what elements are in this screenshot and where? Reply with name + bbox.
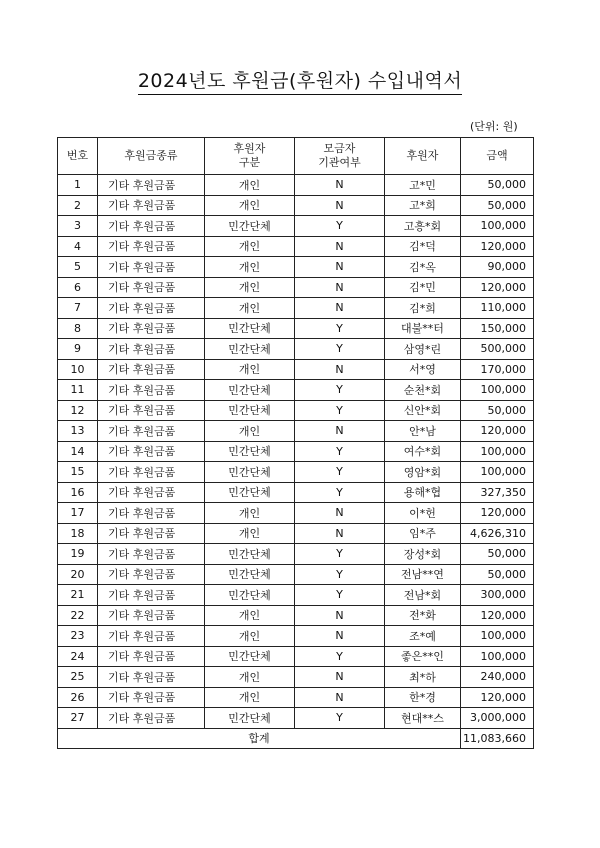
table-row (58, 380, 534, 401)
cell-no: 24 (58, 646, 98, 667)
cell-no: 13 (58, 421, 98, 442)
header-no: 번호 (58, 138, 98, 175)
cell-category: 민간단체 (205, 462, 295, 483)
cell-fundraising: N (295, 687, 385, 708)
cell-category: 개인 (205, 359, 295, 380)
cell-amount: 100,000 (461, 626, 534, 647)
cell-fundraising: Y (295, 482, 385, 503)
cell-type: 기타 후원금품 (98, 564, 205, 585)
table-row (58, 667, 534, 688)
cell-fundraising: N (295, 175, 385, 196)
table-row (58, 564, 534, 585)
cell-fundraising: N (295, 626, 385, 647)
cell-amount: 50,000 (461, 195, 534, 216)
cell-type: 기타 후원금품 (98, 175, 205, 196)
cell-donor: 한*경 (385, 687, 461, 708)
cell-no: 16 (58, 482, 98, 503)
cell-no: 14 (58, 441, 98, 462)
cell-amount: 120,000 (461, 277, 534, 298)
cell-no: 3 (58, 216, 98, 237)
cell-fundraising: Y (295, 708, 385, 729)
cell-amount: 120,000 (461, 503, 534, 524)
cell-amount: 327,350 (461, 482, 534, 503)
cell-no: 21 (58, 585, 98, 606)
cell-category: 민간단체 (205, 441, 295, 462)
cell-donor: 순천*회 (385, 380, 461, 401)
table-row (58, 277, 534, 298)
cell-type: 기타 후원금품 (98, 339, 205, 360)
cell-no: 23 (58, 626, 98, 647)
cell-donor: 전남*회 (385, 585, 461, 606)
cell-amount: 100,000 (461, 462, 534, 483)
cell-amount: 120,000 (461, 687, 534, 708)
cell-no: 25 (58, 667, 98, 688)
cell-type: 기타 후원금품 (98, 298, 205, 319)
document-title (0, 66, 600, 93)
cell-amount: 110,000 (461, 298, 534, 319)
cell-fundraising: N (295, 298, 385, 319)
cell-type: 기타 후원금품 (98, 687, 205, 708)
cell-fundraising: Y (295, 318, 385, 339)
cell-donor: 김*덕 (385, 236, 461, 257)
cell-no: 26 (58, 687, 98, 708)
cell-amount: 500,000 (461, 339, 534, 360)
cell-amount: 100,000 (461, 216, 534, 237)
cell-category: 개인 (205, 236, 295, 257)
cell-category: 개인 (205, 277, 295, 298)
cell-type: 기타 후원금품 (98, 462, 205, 483)
cell-fundraising: Y (295, 544, 385, 565)
table-row (58, 400, 534, 421)
cell-amount: 3,000,000 (461, 708, 534, 729)
table-header (58, 138, 534, 175)
cell-amount: 120,000 (461, 605, 534, 626)
cell-donor: 김*옥 (385, 257, 461, 278)
cell-fundraising: Y (295, 646, 385, 667)
cell-category: 개인 (205, 257, 295, 278)
cell-type: 기타 후원금품 (98, 216, 205, 237)
cell-type: 기타 후원금품 (98, 380, 205, 401)
cell-category: 민간단체 (205, 544, 295, 565)
cell-type: 기타 후원금품 (98, 503, 205, 524)
cell-no: 11 (58, 380, 98, 401)
cell-category: 민간단체 (205, 339, 295, 360)
cell-amount: 50,000 (461, 400, 534, 421)
cell-category: 민간단체 (205, 708, 295, 729)
cell-fundraising: Y (295, 462, 385, 483)
cell-category: 민간단체 (205, 564, 295, 585)
table-row (58, 523, 534, 544)
cell-type: 기타 후원금품 (98, 482, 205, 503)
cell-type: 기타 후원금품 (98, 400, 205, 421)
cell-amount: 100,000 (461, 441, 534, 462)
cell-amount: 170,000 (461, 359, 534, 380)
cell-type: 기타 후원금품 (98, 236, 205, 257)
table-body (58, 175, 534, 729)
table-row (58, 605, 534, 626)
cell-donor: 고흥*회 (385, 216, 461, 237)
cell-category: 개인 (205, 523, 295, 544)
cell-type: 기타 후원금품 (98, 257, 205, 278)
cell-donor: 전남**연 (385, 564, 461, 585)
cell-category: 민간단체 (205, 585, 295, 606)
cell-donor: 조*예 (385, 626, 461, 647)
cell-no: 17 (58, 503, 98, 524)
cell-fundraising: Y (295, 216, 385, 237)
cell-no: 12 (58, 400, 98, 421)
table-row (58, 175, 534, 196)
cell-amount: 100,000 (461, 646, 534, 667)
cell-type: 기타 후원금품 (98, 441, 205, 462)
table-row (58, 462, 534, 483)
cell-no: 22 (58, 605, 98, 626)
cell-type: 기타 후원금품 (98, 646, 205, 667)
cell-no: 6 (58, 277, 98, 298)
cell-donor: 임*주 (385, 523, 461, 544)
cell-fundraising: N (295, 236, 385, 257)
cell-category: 개인 (205, 687, 295, 708)
cell-category: 민간단체 (205, 318, 295, 339)
cell-amount: 150,000 (461, 318, 534, 339)
cell-no: 20 (58, 564, 98, 585)
cell-amount: 120,000 (461, 236, 534, 257)
table-row (58, 503, 534, 524)
table-row (58, 298, 534, 319)
cell-category: 개인 (205, 195, 295, 216)
cell-type: 기타 후원금품 (98, 523, 205, 544)
header-type: 후원금종류 (98, 138, 205, 175)
cell-no: 7 (58, 298, 98, 319)
cell-donor: 여수*회 (385, 441, 461, 462)
cell-fundraising: N (295, 523, 385, 544)
cell-fundraising: Y (295, 585, 385, 606)
cell-donor: 고*희 (385, 195, 461, 216)
table-row (58, 544, 534, 565)
cell-category: 개인 (205, 421, 295, 442)
cell-category: 개인 (205, 298, 295, 319)
cell-donor: 대불**터 (385, 318, 461, 339)
cell-no: 9 (58, 339, 98, 360)
header-fundraising: 모금자 기관여부 (295, 138, 385, 175)
cell-no: 19 (58, 544, 98, 565)
cell-no: 27 (58, 708, 98, 729)
cell-type: 기타 후원금품 (98, 195, 205, 216)
cell-fundraising: N (295, 421, 385, 442)
cell-amount: 300,000 (461, 585, 534, 606)
cell-type: 기타 후원금품 (98, 544, 205, 565)
cell-type: 기타 후원금품 (98, 626, 205, 647)
cell-donor: 삼영*린 (385, 339, 461, 360)
cell-no: 15 (58, 462, 98, 483)
unit-label: (단위: 원) (470, 120, 518, 133)
cell-fundraising: Y (295, 564, 385, 585)
cell-category: 개인 (205, 605, 295, 626)
cell-type: 기타 후원금품 (98, 605, 205, 626)
total-label: 합계 (58, 728, 461, 749)
cell-amount: 120,000 (461, 421, 534, 442)
cell-donor: 이*헌 (385, 503, 461, 524)
cell-fundraising: Y (295, 441, 385, 462)
cell-amount: 50,000 (461, 175, 534, 196)
document-title-text: 2024년도 후원금(후원자) 수입내역서 (138, 70, 462, 95)
table-row (58, 708, 534, 729)
cell-type: 기타 후원금품 (98, 277, 205, 298)
cell-fundraising: N (295, 605, 385, 626)
table-row (58, 626, 534, 647)
cell-amount: 100,000 (461, 380, 534, 401)
header-donor: 후원자 (385, 138, 461, 175)
cell-amount: 240,000 (461, 667, 534, 688)
cell-amount: 4,626,310 (461, 523, 534, 544)
cell-no: 18 (58, 523, 98, 544)
table-row (58, 421, 534, 442)
cell-fundraising: Y (295, 380, 385, 401)
table-row (58, 195, 534, 216)
cell-type: 기타 후원금품 (98, 585, 205, 606)
cell-category: 민간단체 (205, 380, 295, 401)
cell-donor: 김*민 (385, 277, 461, 298)
cell-type: 기타 후원금품 (98, 359, 205, 380)
table-row (58, 236, 534, 257)
cell-donor: 최*하 (385, 667, 461, 688)
cell-donor: 고*민 (385, 175, 461, 196)
cell-fundraising: N (295, 359, 385, 380)
cell-category: 민간단체 (205, 646, 295, 667)
cell-donor: 신안*회 (385, 400, 461, 421)
table-row (58, 359, 534, 380)
cell-fundraising: N (295, 277, 385, 298)
cell-no: 10 (58, 359, 98, 380)
table-row (58, 216, 534, 237)
cell-donor: 현대**스 (385, 708, 461, 729)
cell-donor: 김*희 (385, 298, 461, 319)
cell-no: 1 (58, 175, 98, 196)
table-row (58, 339, 534, 360)
cell-category: 민간단체 (205, 482, 295, 503)
cell-donor: 서*영 (385, 359, 461, 380)
total-amount: 11,083,660 (461, 728, 534, 749)
cell-fundraising: Y (295, 339, 385, 360)
cell-category: 개인 (205, 503, 295, 524)
cell-no: 5 (58, 257, 98, 278)
cell-fundraising: N (295, 257, 385, 278)
table-footer (58, 728, 534, 749)
total-row (58, 728, 534, 749)
cell-category: 민간단체 (205, 400, 295, 421)
cell-donor: 용해*협 (385, 482, 461, 503)
cell-category: 개인 (205, 626, 295, 647)
table-row (58, 646, 534, 667)
cell-no: 2 (58, 195, 98, 216)
table-row (58, 318, 534, 339)
cell-amount: 90,000 (461, 257, 534, 278)
table-row (58, 257, 534, 278)
cell-no: 8 (58, 318, 98, 339)
cell-category: 개인 (205, 175, 295, 196)
donation-table (57, 137, 534, 749)
table-row (58, 482, 534, 503)
cell-fundraising: N (295, 667, 385, 688)
cell-donor: 안*남 (385, 421, 461, 442)
cell-donor: 좋은**인 (385, 646, 461, 667)
cell-fundraising: N (295, 195, 385, 216)
table-row (58, 441, 534, 462)
cell-type: 기타 후원금품 (98, 421, 205, 442)
table-row (58, 687, 534, 708)
cell-type: 기타 후원금품 (98, 667, 205, 688)
cell-no: 4 (58, 236, 98, 257)
header-amount: 금액 (461, 138, 534, 175)
cell-donor: 전*화 (385, 605, 461, 626)
cell-fundraising: N (295, 503, 385, 524)
cell-type: 기타 후원금품 (98, 708, 205, 729)
cell-amount: 50,000 (461, 544, 534, 565)
header-category: 후원자 구분 (205, 138, 295, 175)
cell-fundraising: Y (295, 400, 385, 421)
cell-donor: 영암*회 (385, 462, 461, 483)
cell-donor: 장성*회 (385, 544, 461, 565)
cell-category: 민간단체 (205, 216, 295, 237)
table-row (58, 585, 534, 606)
cell-category: 개인 (205, 667, 295, 688)
cell-amount: 50,000 (461, 564, 534, 585)
cell-type: 기타 후원금품 (98, 318, 205, 339)
